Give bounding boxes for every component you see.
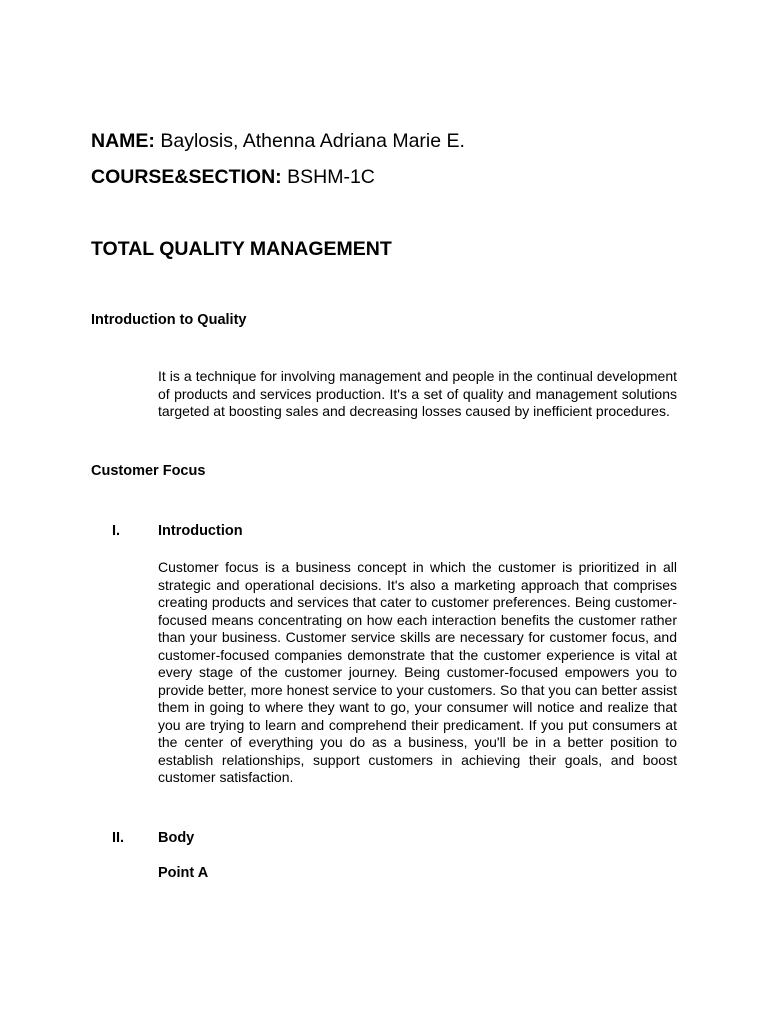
name-line: [91, 129, 465, 153]
list-numeral-1: I.: [112, 523, 121, 539]
section-heading-introduction-to-quality: Introduction to Quality: [91, 312, 247, 328]
name-label: NAME:: [91, 130, 155, 152]
customer-focus-paragraph: Customer focus is a business concept in which the customer is prioritized in all strategic and operational decisions. It's also a marketing approach that comprises creating products and services that cater to customer preferences. Being customer-focused means concentrating on how each interaction benefits the customer rather than your business. Customer service skills are necessary for customer focus, and customer-focused companies demonstrate that the customer experience is vital at every stage of the customer journey. Being customer-focused empowers you to provide better, more honest service to your customers. So that you can better assist them in going to where they want to go, your consumer will notice and realize that you are trying to learn and comprehend their predicament. If you put consumers at the center of everything you do as a business, you'll be in a better position to establish relationships, support customers in achieving their goals, and boost customer satisfaction.: [158, 559, 677, 785]
subsection-heading-introduction: Introduction: [158, 523, 243, 539]
course-section-value: BSHM-1C: [287, 166, 375, 188]
subpoint-heading-point-a: Point A: [158, 865, 209, 881]
course-section-line: [91, 165, 375, 189]
list-numeral-2: II.: [112, 830, 125, 846]
document-title: TOTAL QUALITY MANAGEMENT: [91, 238, 392, 260]
course-section-label: COURSE&SECTION:: [91, 166, 282, 188]
section-heading-customer-focus: Customer Focus: [91, 463, 206, 479]
name-value: Baylosis, Athenna Adriana Marie E.: [160, 130, 465, 152]
subsection-heading-body: Body: [158, 830, 195, 846]
intro-paragraph: It is a technique for involving management and people in the continual development of products and services production. It's a set of quality and management solutions targeted at boosting sales and decreasing losses caused by inefficient procedures.: [158, 368, 677, 419]
